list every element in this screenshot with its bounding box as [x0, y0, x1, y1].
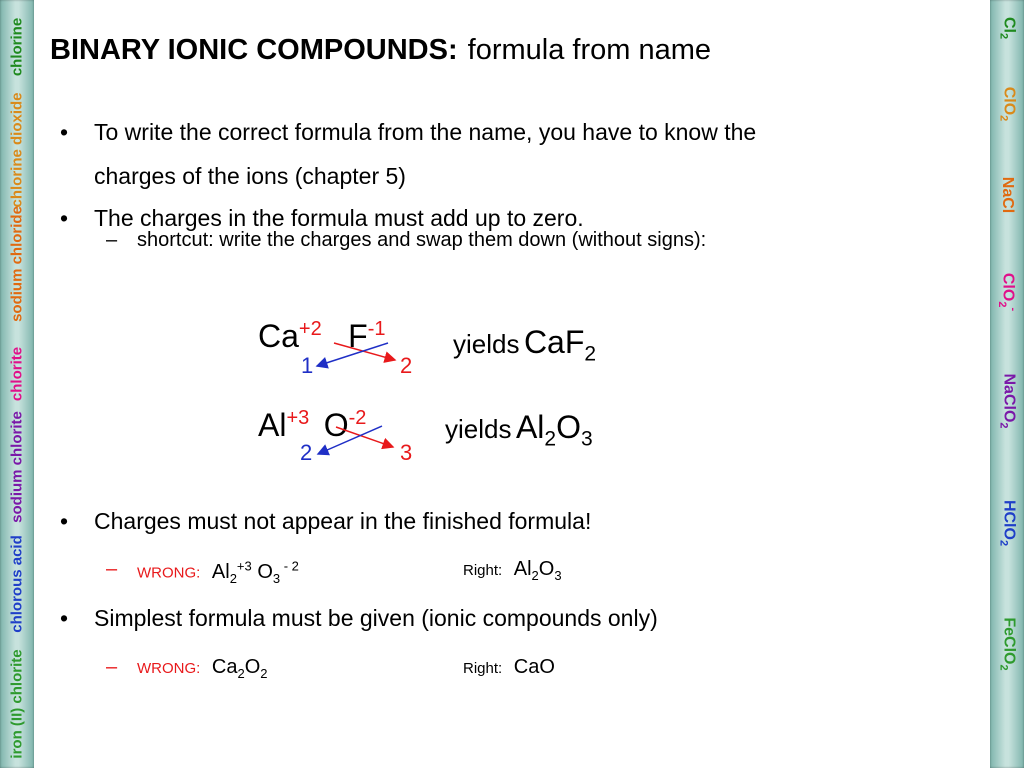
bullet-no-charges	[60, 508, 940, 538]
sidebar-formula-naclo2: NaClO$_2$	[997, 373, 1018, 429]
bullet-dot: •	[60, 205, 69, 231]
sub-bullet-shortcut-text: shortcut: write the charges and swap them down (without signs):	[137, 229, 707, 251]
example2-anion: O	[323, 407, 349, 443]
example2-arrow-red	[336, 427, 393, 447]
example2-formula: $Al_2O_3$	[515, 409, 593, 451]
sidebar-label-chlorine-dioxide: chlorine dioxide	[8, 92, 26, 208]
sidebar-formula-clo2-ion: ClO$_2$-	[996, 272, 1019, 312]
sidebar-formula-feclo2: FeClO$_2$	[997, 617, 1018, 671]
right2-formula: CaO	[513, 656, 555, 678]
wrong2-formula: $Ca_2O_2$	[211, 656, 268, 681]
sidebar-label-sodium-chloride: sodium chloride	[8, 206, 26, 322]
title-subtitle: formula from name	[467, 34, 711, 66]
bullet-1-line-1: To write the correct formula from the name, you have to know the	[94, 119, 757, 145]
bullet-dot: •	[60, 508, 69, 534]
right-label: Right:	[463, 660, 503, 677]
example1-yields: yields	[453, 329, 520, 359]
right-answer-2	[463, 656, 555, 679]
right-answer-1	[463, 558, 562, 583]
bullet-1-line-2: charges of the ions (chapter 5)	[94, 163, 406, 189]
sidebar-formula-cl2: $Cl_2$	[997, 16, 1018, 40]
example2-cation: Al	[258, 407, 287, 443]
example1-cation-charge: +2	[298, 318, 322, 340]
title-bold: BINARY IONIC COMPOUNDS:	[50, 34, 458, 66]
bullet-simplest-formula	[60, 605, 940, 635]
sidebar-label-chlorine: chlorine	[8, 17, 26, 77]
example1-cation: Ca	[258, 318, 299, 354]
sidebar-label-chlorite: chlorite	[8, 346, 26, 402]
sidebar-label-sodium-chlorite: sodium chlorite	[8, 411, 26, 523]
sidebar-formula-nacl: NaCl	[999, 176, 1016, 214]
example2-cation-charge: +3	[286, 407, 310, 429]
example1-swap-left: 1	[301, 353, 314, 378]
example1-swap-right: 2	[400, 353, 413, 378]
bullet-2-text: The charges in the formula must add up to zero.	[94, 205, 584, 231]
example1-anion-charge: -1	[367, 318, 386, 340]
sidebar-formula-clo2: ClO$_2$	[997, 86, 1018, 122]
wrong1-formula: $Al_2^{+3}$ $O_3$ $^{- 2}$	[211, 558, 299, 586]
wrong-label: WRONG:	[137, 660, 201, 677]
example2-anion-charge: -2	[348, 407, 367, 429]
right1-formula: $Al_2O_3$	[513, 558, 562, 583]
sub-bullet-dash: –	[106, 558, 118, 580]
sub-bullet-dash: –	[106, 229, 118, 251]
sidebar-label-iron-chlorite: iron (II) chlorite	[8, 649, 26, 759]
bullet-dot: •	[60, 605, 69, 631]
sub-bullet-dash: –	[106, 656, 118, 678]
example2-yields: yields	[445, 414, 512, 444]
sidebar-label-chlorous-acid: chlorous acid	[8, 535, 26, 633]
wrong-label: WRONG:	[137, 564, 201, 582]
bullet-3-text: Charges must not appear in the finished formula!	[94, 508, 592, 534]
bullet-4-text: Simplest formula must be given (ionic compounds only)	[94, 605, 658, 631]
example1-anion: F	[348, 318, 368, 354]
sidebar-formula-hclo2: HClO$_2$	[997, 499, 1018, 547]
right-label: Right:	[463, 562, 503, 579]
example2-swap-left: 2	[300, 440, 313, 465]
example2-swap-right: 3	[400, 440, 413, 465]
example1-formula: CaF$_2$	[523, 324, 597, 366]
bullet-dot: •	[60, 119, 69, 145]
